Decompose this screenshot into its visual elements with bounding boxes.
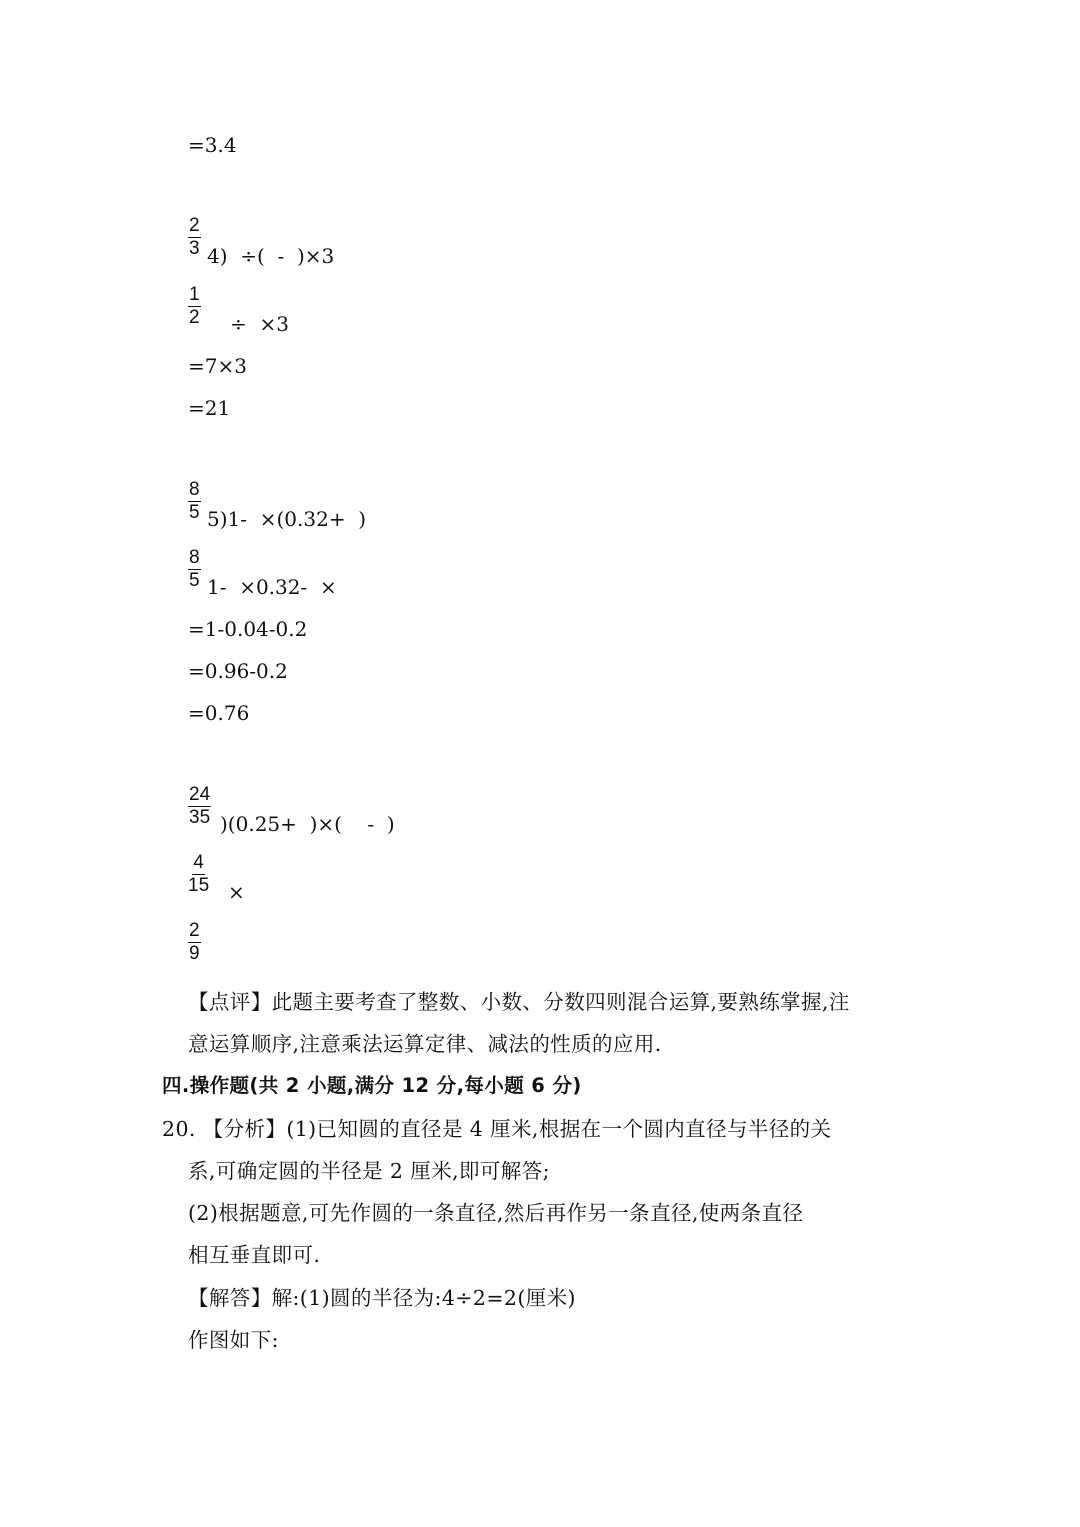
equation-line: =21 (188, 396, 231, 420)
fraction-denominator: 3 (189, 238, 200, 259)
comment-line: 意运算顺序,注意乘法运算定律、减法的性质的应用. (188, 1032, 662, 1056)
fraction-denominator: 35 (189, 807, 211, 828)
question-20-answer-line: 【解答】解:(1)圆的半径为:4÷2=2(厘米) (188, 1286, 576, 1310)
fraction (188, 285, 201, 328)
fraction (188, 785, 211, 828)
fraction-numerator: 2 (189, 920, 200, 941)
fraction (188, 921, 201, 964)
fraction-denominator: 5 (189, 502, 200, 523)
equation-line: ÷ ×3 (230, 312, 289, 336)
question-20-analysis-line: (2)根据题意,可先作圆的一条直径,然后再作另一条直径,使两条直径 (188, 1201, 804, 1225)
question-20-analysis-line: 20. 【分析】(1)已知圆的直径是 4 厘米,根据在一个圆内直径与半径的关 (162, 1117, 832, 1141)
equation-line: =1-0.04-0.2 (188, 617, 308, 641)
equation-line: =0.76 (188, 701, 250, 725)
equation-line: =0.96-0.2 (188, 659, 288, 683)
fraction-numerator: 8 (189, 547, 200, 568)
equation-line: × (228, 880, 245, 904)
equation-line: 1- ×0.32- × (207, 575, 337, 599)
equation-line: )(0.25+ )×( - ) (220, 812, 395, 836)
equation-line: =3.4 (188, 133, 237, 157)
fraction-numerator: 2 (189, 215, 200, 236)
comment-line: 【点评】此题主要考查了整数、小数、分数四则混合运算,要熟练掌握,注 (188, 990, 850, 1014)
fraction-numerator: 24 (189, 784, 211, 805)
fraction (188, 480, 201, 523)
fraction (188, 548, 201, 591)
question-20-answer-line: 作图如下: (188, 1328, 279, 1352)
fraction (188, 216, 201, 259)
question-20-analysis-line: 相互垂直即可. (188, 1243, 321, 1267)
fraction-numerator: 1 (189, 284, 200, 305)
equation-line: 5)1- ×(0.32+ ) (207, 507, 367, 531)
fraction-numerator: 8 (189, 479, 200, 500)
section-heading: 四.操作题(共 2 小题,满分 12 分,每小题 6 分) (162, 1074, 582, 1097)
question-20-analysis-line: 系,可确定圆的半径是 2 厘米,即可解答; (188, 1159, 550, 1183)
fraction-denominator: 15 (188, 875, 210, 896)
fraction-denominator: 9 (189, 943, 200, 964)
equation-line: =7×3 (188, 354, 247, 378)
fraction (188, 853, 209, 896)
equation-line: 4) ÷( - )×3 (207, 244, 335, 268)
fraction-denominator: 5 (189, 570, 200, 591)
fraction-numerator: 4 (193, 852, 204, 873)
fraction-denominator: 2 (189, 307, 200, 328)
